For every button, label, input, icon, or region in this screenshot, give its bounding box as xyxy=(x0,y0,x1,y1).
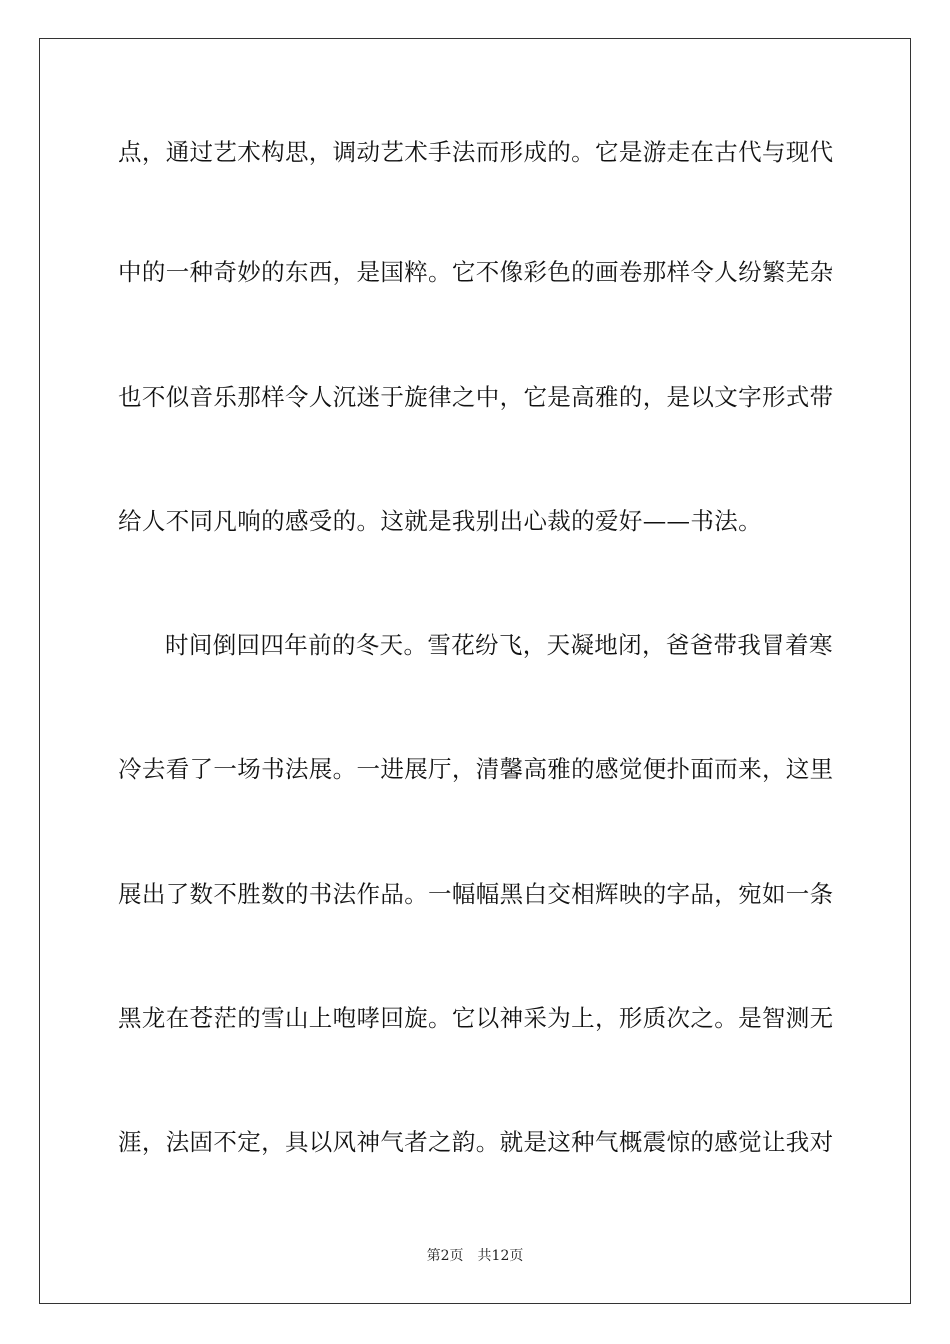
text-line-7: 展出了数不胜数的书法作品。一幅幅黑白交相辉映的字品，宛如一条 xyxy=(118,880,834,908)
text-line-2: 中的一种奇妙的东西，是国粹。它不像彩色的画卷那样令人纷繁芜杂 xyxy=(118,258,834,286)
text-line-4: 给人不同凡响的感受的。这就是我别出心裁的爱好——书法。 xyxy=(118,507,762,535)
text-line-9: 涯，法固不定，具以风神气者之韵。就是这种气概震惊的感觉让我对 xyxy=(118,1128,834,1156)
page-number: 第2页 xyxy=(426,1248,464,1264)
page-total: 共12页 xyxy=(477,1248,524,1264)
text-line-6: 冷去看了一场书法展。一进展厅，清馨高雅的感觉便扑面而来，这里 xyxy=(118,755,834,783)
text-line-1: 点，通过艺术构思，调动艺术手法而形成的。它是游走在古代与现代 xyxy=(118,138,834,166)
page-border xyxy=(39,38,911,1304)
page-footer xyxy=(0,1246,950,1266)
text-line-3: 也不似音乐那样令人沉迷于旋律之中，它是高雅的，是以文字形式带 xyxy=(118,383,834,411)
text-line-8: 黑龙在苍茫的雪山上咆哮回旋。它以神采为上，形质次之。是智测无 xyxy=(118,1004,834,1032)
text-line-5-paragraph-start: 时间倒回四年前的冬天。雪花纷飞，天凝地闭，爸爸带我冒着寒 xyxy=(165,631,833,659)
